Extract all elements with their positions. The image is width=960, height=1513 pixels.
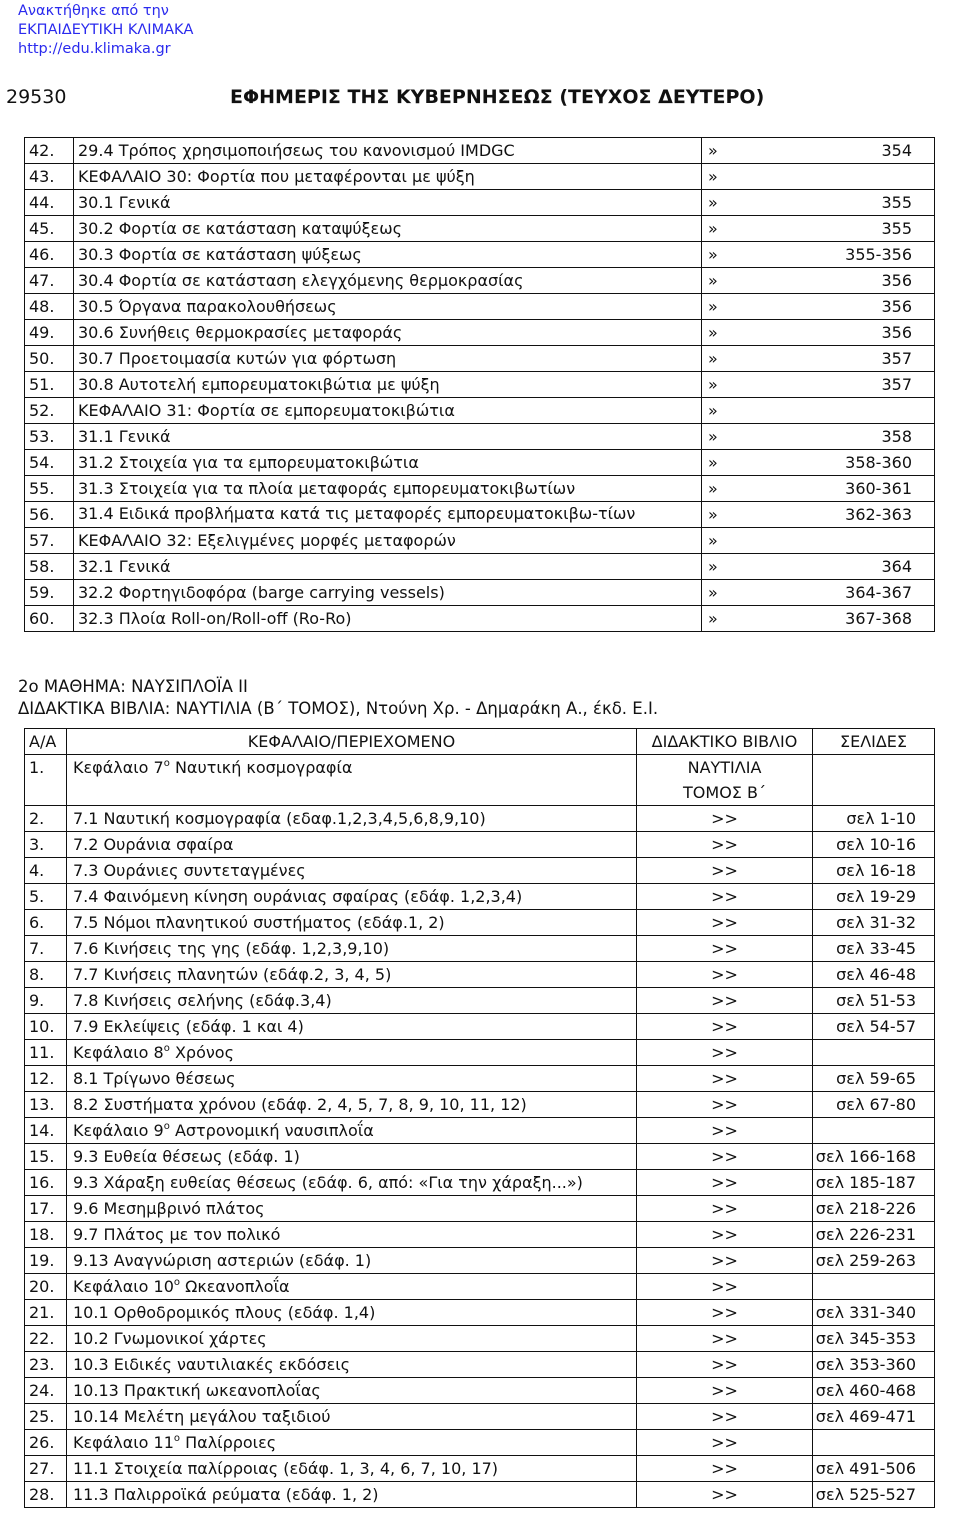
row-desc: 11.1 Στοιχεία παλίρροιας (εδάφ. 1, 3, 4, 6, 7, 10, 17)	[67, 1456, 637, 1482]
row-book: >>	[637, 1040, 813, 1066]
table-row	[25, 806, 935, 832]
row-desc: 7.7 Κινήσεις πλανητών (εδάφ.2, 3, 4, 5)	[67, 962, 637, 988]
table-header-row	[25, 729, 935, 755]
row-book: >>	[637, 1118, 813, 1144]
row-pages	[813, 755, 935, 806]
desc-part: Αστρονομική ναυσιπλοΐα	[169, 1121, 374, 1140]
row-book: >>	[637, 806, 813, 832]
row-book: >>	[637, 1222, 813, 1248]
row-pages: σελ 54-57	[813, 1014, 935, 1040]
watermark-line: ΕΚΠΑΙΔΕΥΤΙΚΗ ΚΛΙΜΑΚΑ	[18, 22, 194, 38]
row-desc: 7.8 Κινήσεις σελήνης (εδάφ.3,4)	[67, 988, 637, 1014]
row-pages: σελ 525-527	[813, 1482, 935, 1508]
row-pages	[813, 1040, 935, 1066]
table-row	[25, 190, 935, 216]
row-num: 22.	[25, 1326, 67, 1352]
row-pages: 357	[815, 346, 935, 372]
table-row	[25, 268, 935, 294]
header-num: Α/Α	[25, 729, 67, 755]
row-desc: 30.5 Όργανα παρακολουθήσεως	[74, 294, 702, 320]
row-arrow: »	[702, 190, 816, 216]
row-book: >>	[637, 1456, 813, 1482]
table-row	[25, 242, 935, 268]
table-row	[25, 884, 935, 910]
row-pages: σελ 166-168	[813, 1144, 935, 1170]
row-book: >>	[637, 1482, 813, 1508]
table-row	[25, 1170, 935, 1196]
row-desc: ΚΕΦΑΛΑΙΟ 31: Φορτία σε εμπορευματοκιβώτια	[74, 398, 702, 424]
lesson-title: 2ο ΜΑΘΗΜΑ: ΝΑΥΣΙΠΛΟΪΑ ΙΙ	[18, 677, 248, 696]
desc-part: Χρόνος	[169, 1043, 234, 1062]
row-num: 16.	[25, 1170, 67, 1196]
row-desc	[67, 1118, 637, 1144]
table-row	[25, 294, 935, 320]
row-pages: σελ 226-231	[813, 1222, 935, 1248]
row-desc	[67, 1430, 637, 1456]
row-arrow: »	[702, 528, 816, 554]
table-row	[25, 755, 935, 806]
row-desc: 8.1 Τρίγωνο θέσεως	[67, 1066, 637, 1092]
row-desc: 7.9 Εκλείψεις (εδάφ. 1 και 4)	[67, 1014, 637, 1040]
row-pages: 354	[815, 138, 935, 164]
row-num: 26.	[25, 1430, 67, 1456]
row-desc: 10.13 Πρακτική ωκεανοπλοΐας	[67, 1378, 637, 1404]
row-desc: 10.3 Ειδικές ναυτιλιακές εκδόσεις	[67, 1352, 637, 1378]
row-desc: 9.3 Ευθεία θέσεως (εδάφ. 1)	[67, 1144, 637, 1170]
row-desc: 10.1 Ορθοδρομικός πλους (εδάφ. 1,4)	[67, 1300, 637, 1326]
row-num: 12.	[25, 1066, 67, 1092]
row-pages	[813, 1430, 935, 1456]
row-pages: σελ 16-18	[813, 858, 935, 884]
row-book: >>	[637, 1170, 813, 1196]
row-num: 13.	[25, 1092, 67, 1118]
row-num: 10.	[25, 1014, 67, 1040]
page-header	[0, 86, 960, 112]
row-pages: σελ 469-471	[813, 1404, 935, 1430]
row-num: 6.	[25, 910, 67, 936]
row-pages: 360-361	[815, 476, 935, 502]
desc-part: Παλίρροιες	[180, 1433, 277, 1452]
table-row	[25, 1352, 935, 1378]
row-book: >>	[637, 832, 813, 858]
table-row	[25, 1092, 935, 1118]
row-book: >>	[637, 1092, 813, 1118]
row-desc: 31.3 Στοιχεία για τα πλοία μεταφοράς εμπορευματοκιβωτίων	[74, 476, 702, 502]
row-arrow: »	[702, 476, 816, 502]
textbooks-line: ΔΙΔΑΚΤΙΚΑ ΒΙΒΛΙΑ: ΝΑΥΤΙΛΙΑ (Β΄ ΤΟΜΟΣ), Ντούνη Χρ. - Δημαράκη Α., έκδ. Ε.Ι.	[18, 699, 659, 718]
table-row	[25, 1196, 935, 1222]
row-book: >>	[637, 1352, 813, 1378]
table-row	[25, 1326, 935, 1352]
header-content: ΚΕΦΑΛΑΙΟ/ΠΕΡΙΕΧΟΜΕΝΟ	[67, 729, 637, 755]
row-book: >>	[637, 1274, 813, 1300]
table-row	[25, 424, 935, 450]
row-book: >>	[637, 1248, 813, 1274]
row-arrow: »	[702, 164, 816, 190]
row-desc: ΚΕΦΑΛΑΙΟ 32: Εξελιγμένες μορφές μεταφορών	[74, 528, 702, 554]
row-num: 5.	[25, 884, 67, 910]
row-book: >>	[637, 1326, 813, 1352]
row-arrow: »	[702, 554, 816, 580]
row-desc: 10.2 Γνωμονικοί χάρτες	[67, 1326, 637, 1352]
row-pages	[815, 398, 935, 424]
row-arrow: »	[702, 268, 816, 294]
row-book: >>	[637, 1066, 813, 1092]
row-num: 14.	[25, 1118, 67, 1144]
desc-part: Κεφάλαιο 9	[73, 1121, 164, 1140]
row-desc: 32.1 Γενικά	[74, 554, 702, 580]
row-arrow: »	[702, 242, 816, 268]
row-desc: 30.7 Προετοιμασία κυτών για φόρτωση	[74, 346, 702, 372]
row-pages: σελ 345-353	[813, 1326, 935, 1352]
row-pages: 355	[815, 216, 935, 242]
table-row	[25, 450, 935, 476]
row-book: >>	[637, 1300, 813, 1326]
lesson-section	[18, 676, 658, 720]
syllabus-table	[24, 728, 935, 1508]
row-pages: σελ 460-468	[813, 1378, 935, 1404]
row-num: 17.	[25, 1196, 67, 1222]
row-num: 2.	[25, 806, 67, 832]
table-row	[25, 1118, 935, 1144]
table-row	[25, 216, 935, 242]
row-pages: σελ 51-53	[813, 988, 935, 1014]
row-arrow: »	[702, 580, 816, 606]
row-book: >>	[637, 884, 813, 910]
row-desc	[67, 755, 637, 806]
table-row	[25, 1040, 935, 1066]
row-pages: 357	[815, 372, 935, 398]
row-book: >>	[637, 910, 813, 936]
row-desc: 7.2 Ουράνια σφαίρα	[67, 832, 637, 858]
row-book: >>	[637, 1144, 813, 1170]
table-row	[25, 1066, 935, 1092]
watermark-link[interactable]: http://edu.klimaka.gr	[18, 41, 171, 57]
row-arrow: »	[702, 450, 816, 476]
row-num: 21.	[25, 1300, 67, 1326]
ordinal-sup: ο	[173, 1433, 181, 1444]
table-row	[25, 1430, 935, 1456]
row-num: 54.	[25, 450, 74, 476]
watermark	[18, 2, 193, 59]
row-pages	[815, 164, 935, 190]
row-pages: σελ 331-340	[813, 1300, 935, 1326]
row-pages: 355-356	[815, 242, 935, 268]
table-row	[25, 832, 935, 858]
row-num: 44.	[25, 190, 74, 216]
row-arrow: »	[702, 424, 816, 450]
row-pages	[815, 528, 935, 554]
row-num: 60.	[25, 606, 74, 632]
table-row	[25, 1014, 935, 1040]
row-arrow: »	[702, 372, 816, 398]
row-desc: 9.7 Πλάτος με τον πολικό	[67, 1222, 637, 1248]
row-desc: 9.13 Αναγνώριση αστεριών (εδάφ. 1)	[67, 1248, 637, 1274]
row-num: 49.	[25, 320, 74, 346]
row-pages: σελ 59-65	[813, 1066, 935, 1092]
row-desc: 7.4 Φαινόμενη κίνηση ουράνιας σφαίρας (εδάφ. 1,2,3,4)	[67, 884, 637, 910]
row-num: 52.	[25, 398, 74, 424]
row-desc: 31.2 Στοιχεία για τα εμπορευματοκιβώτια	[74, 450, 702, 476]
row-book: >>	[637, 988, 813, 1014]
row-desc: 30.2 Φορτία σε κατάσταση καταψύξεως	[74, 216, 702, 242]
table-row	[25, 1222, 935, 1248]
row-book: >>	[637, 1404, 813, 1430]
row-arrow: »	[702, 502, 816, 528]
row-pages: 367-368	[815, 606, 935, 632]
row-pages: σελ 259-263	[813, 1248, 935, 1274]
row-desc: ΚΕΦΑΛΑΙΟ 30: Φορτία που μεταφέρονται με ψύξη	[74, 164, 702, 190]
table-row	[25, 1404, 935, 1430]
row-num: 19.	[25, 1248, 67, 1274]
table-row	[25, 580, 935, 606]
ordinal-sup: ο	[173, 1277, 181, 1288]
row-arrow: »	[702, 606, 816, 632]
table-row	[25, 398, 935, 424]
row-pages: σελ 33-45	[813, 936, 935, 962]
table-row	[25, 606, 935, 632]
row-num: 18.	[25, 1222, 67, 1248]
row-book: >>	[637, 936, 813, 962]
row-num: 48.	[25, 294, 74, 320]
header-book: ΔΙΔΑΚΤΙΚΟ ΒΙΒΛΙΟ	[637, 729, 813, 755]
row-desc: 9.6 Μεσημβρινό πλάτος	[67, 1196, 637, 1222]
row-arrow: »	[702, 346, 816, 372]
row-desc: 11.3 Παλιρροϊκά ρεύματα (εδάφ. 1, 2)	[67, 1482, 637, 1508]
row-num: 4.	[25, 858, 67, 884]
row-num: 46.	[25, 242, 74, 268]
row-desc: 30.3 Φορτία σε κατάσταση ψύξεως	[74, 242, 702, 268]
row-pages: σελ 218-226	[813, 1196, 935, 1222]
desc-part: Κεφάλαιο 8	[73, 1043, 164, 1062]
row-desc	[67, 1040, 637, 1066]
row-num: 27.	[25, 1456, 67, 1482]
row-pages: 358-360	[815, 450, 935, 476]
page-number: 29530	[6, 86, 67, 108]
row-pages: 356	[815, 320, 935, 346]
row-num: 23.	[25, 1352, 67, 1378]
row-desc: 30.6 Συνήθεις θερμοκρασίες μεταφοράς	[74, 320, 702, 346]
table-row	[25, 1300, 935, 1326]
row-num: 59.	[25, 580, 74, 606]
row-desc: 31.4 Ειδικά προβλήματα κατά τις μεταφορές εμπορευματοκιβω-τίων	[74, 502, 702, 528]
ordinal-sup: ο	[163, 1121, 170, 1132]
row-desc: 10.14 Μελέτη μεγάλου ταξιδιού	[67, 1404, 637, 1430]
desc-part: Ωκεανοπλοΐα	[180, 1277, 290, 1296]
row-desc: 7.5 Νόμοι πλανητικού συστήματος (εδάφ.1, 2)	[67, 910, 637, 936]
row-pages: σελ 353-360	[813, 1352, 935, 1378]
row-arrow: »	[702, 320, 816, 346]
row-num: 24.	[25, 1378, 67, 1404]
row-num: 8.	[25, 962, 67, 988]
row-arrow: »	[702, 398, 816, 424]
book-line: ΝΑΥΤΙΛΙΑ	[687, 758, 762, 777]
row-desc	[67, 1274, 637, 1300]
row-pages: 356	[815, 294, 935, 320]
table-row	[25, 138, 935, 164]
row-arrow: »	[702, 216, 816, 242]
row-desc: 30.4 Φορτία σε κατάσταση ελεγχόμενης θερμοκρασίας	[74, 268, 702, 294]
desc-part: Κεφάλαιο 11	[73, 1433, 174, 1452]
table-row	[25, 320, 935, 346]
row-pages: σελ 10-16	[813, 832, 935, 858]
row-pages: σελ 31-32	[813, 910, 935, 936]
row-pages: 355	[815, 190, 935, 216]
row-pages: σελ 67-80	[813, 1092, 935, 1118]
table-row	[25, 1482, 935, 1508]
row-desc: 29.4 Τρόπος χρησιμοποιήσεως του κανονισμού IMDGC	[74, 138, 702, 164]
table-row	[25, 164, 935, 190]
table-row	[25, 1274, 935, 1300]
row-pages: 364	[815, 554, 935, 580]
page-title: ΕΦΗΜΕΡΙΣ ΤΗΣ ΚΥΒΕΡΝΗΣΕΩΣ (ΤΕΥΧΟΣ ΔΕΥΤΕΡΟ)	[230, 86, 765, 108]
row-num: 11.	[25, 1040, 67, 1066]
row-desc: 8.2 Συστήματα χρόνου (εδάφ. 2, 4, 5, 7, 8, 9, 10, 11, 12)	[67, 1092, 637, 1118]
table-row	[25, 372, 935, 398]
row-book: >>	[637, 1196, 813, 1222]
row-num: 42.	[25, 138, 74, 164]
row-num: 3.	[25, 832, 67, 858]
row-desc: 32.3 Πλοία Roll-on/Roll-off (Ro-Ro)	[74, 606, 702, 632]
table-row	[25, 1144, 935, 1170]
chapters-table	[24, 137, 935, 632]
table-row	[25, 528, 935, 554]
table-row	[25, 346, 935, 372]
table-row	[25, 476, 935, 502]
row-num: 20.	[25, 1274, 67, 1300]
row-pages: σελ 491-506	[813, 1456, 935, 1482]
header-pages: ΣΕΛΙΔΕΣ	[813, 729, 935, 755]
row-pages: 364-367	[815, 580, 935, 606]
table-row	[25, 1248, 935, 1274]
row-num: 50.	[25, 346, 74, 372]
row-pages: 358	[815, 424, 935, 450]
book-line: ΤΟΜΟΣ Β΄	[683, 783, 766, 802]
row-num: 56.	[25, 502, 74, 528]
row-pages	[813, 1118, 935, 1144]
row-desc: 32.2 Φορτηγιδοφόρα (barge carrying vessels)	[74, 580, 702, 606]
row-desc: 9.3 Χάραξη ευθείας θέσεως (εδάφ. 6, από: «Για την χάραξη...»)	[67, 1170, 637, 1196]
row-book: >>	[637, 1430, 813, 1456]
table-row	[25, 554, 935, 580]
row-pages: σελ 19-29	[813, 884, 935, 910]
row-num: 43.	[25, 164, 74, 190]
row-num: 51.	[25, 372, 74, 398]
row-num: 28.	[25, 1482, 67, 1508]
row-num: 55.	[25, 476, 74, 502]
table-row	[25, 502, 935, 528]
row-num: 15.	[25, 1144, 67, 1170]
row-num: 47.	[25, 268, 74, 294]
row-desc: 30.8 Αυτοτελή εμπορευματοκιβώτια με ψύξη	[74, 372, 702, 398]
row-desc: 31.1 Γενικά	[74, 424, 702, 450]
table-row	[25, 936, 935, 962]
watermark-line: Ανακτήθηκε από την	[18, 3, 169, 19]
row-book: >>	[637, 858, 813, 884]
row-num: 45.	[25, 216, 74, 242]
row-desc: 30.1 Γενικά	[74, 190, 702, 216]
row-num: 1.	[25, 755, 67, 806]
desc-part: Κεφάλαιο 10	[73, 1277, 174, 1296]
ordinal-sup: ο	[163, 758, 170, 769]
row-num: 7.	[25, 936, 67, 962]
desc-part: Ναυτική κοσμογραφία	[169, 758, 353, 777]
table-row	[25, 858, 935, 884]
row-num: 9.	[25, 988, 67, 1014]
table-row	[25, 1378, 935, 1404]
row-desc: 7.1 Ναυτική κοσμογραφία (εδαφ.1,2,3,4,5,6,8,9,10)	[67, 806, 637, 832]
row-desc: 7.3 Ουράνιες συντεταγμένες	[67, 858, 637, 884]
row-arrow: »	[702, 138, 816, 164]
desc-part: Κεφάλαιο 7	[73, 758, 164, 777]
row-pages: 356	[815, 268, 935, 294]
table-row	[25, 988, 935, 1014]
table-row	[25, 962, 935, 988]
row-num: 53.	[25, 424, 74, 450]
row-pages	[813, 1274, 935, 1300]
ordinal-sup: ο	[163, 1043, 170, 1054]
row-pages: σελ 185-187	[813, 1170, 935, 1196]
row-desc: 7.6 Κινήσεις της γης (εδάφ. 1,2,3,9,10)	[67, 936, 637, 962]
row-num: 57.	[25, 528, 74, 554]
row-pages: 362-363	[815, 502, 935, 528]
row-book: >>	[637, 1378, 813, 1404]
row-book: >>	[637, 1014, 813, 1040]
row-arrow: »	[702, 294, 816, 320]
table-row	[25, 910, 935, 936]
row-num: 58.	[25, 554, 74, 580]
row-pages: σελ 1-10	[813, 806, 935, 832]
row-book: >>	[637, 962, 813, 988]
row-pages: σελ 46-48	[813, 962, 935, 988]
row-num: 25.	[25, 1404, 67, 1430]
table-row	[25, 1456, 935, 1482]
row-book	[637, 755, 813, 806]
